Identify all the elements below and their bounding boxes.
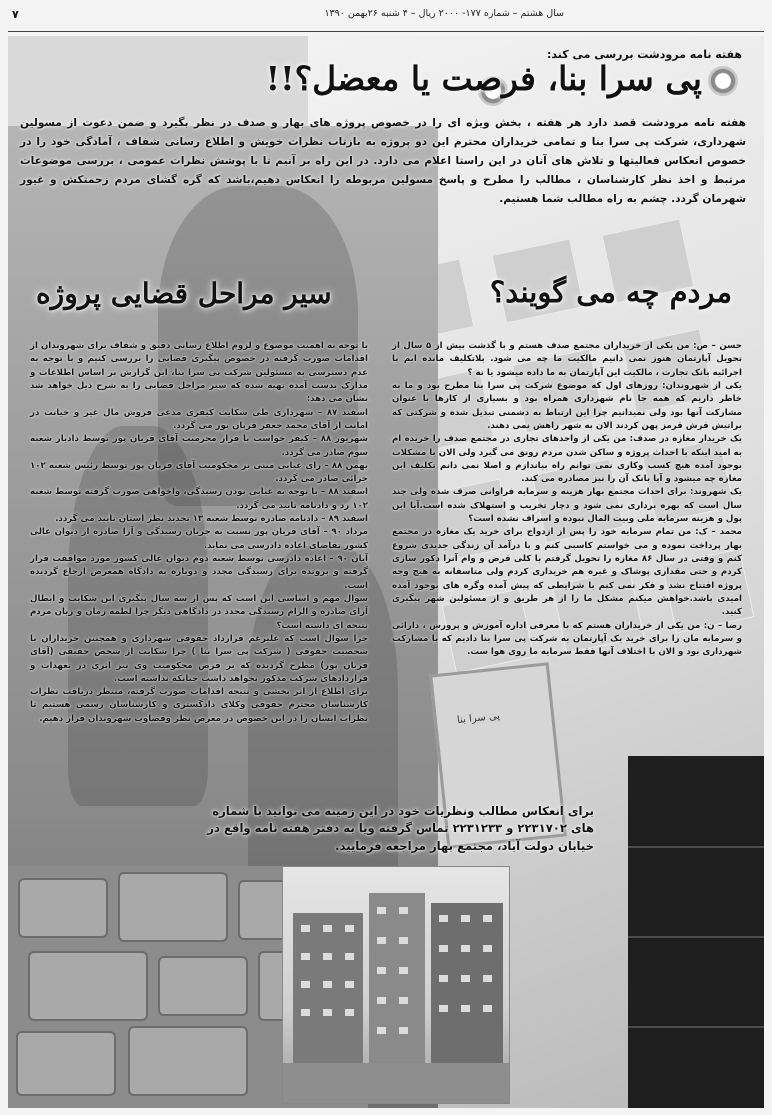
building-tower: [369, 893, 425, 1063]
ceiling-light: [708, 66, 738, 96]
people-say-paragraph: رضا – ن: من یکی از خریداران هستم که با معرفی اداره آموزش و پرورش ، دارائی و سرمایه مان را برای خرید یک آپارتمان به شرکت پی سرا بنا دادیم که با مشارکت شهرداری بود و الان با اختلاف آنها فقط سرمایه ما روی هوا ست.: [392, 620, 742, 658]
building-tower: [293, 913, 363, 1063]
page-header: [8, 8, 764, 32]
judicial-paragraph: سوال مهم و اساسی این است که پس از سه سال پیگیری این شکایت و ابطال آرای صادره و الزام رسیدگی مجدد در دادگاهی دیگر چرا لطمه زمان و زیان مردم نتیجه ای داشته است؟: [30, 593, 368, 631]
article-kicker: هفته نامه مرودشت بررسی می کند:: [546, 48, 742, 61]
judicial-paragraph: اسفند ۸۷ – شهرداری طی شکایت کیفری مدعی فروش مال غیر و خیانت در امانت از آقای محمد جعفر قربان پور می گردد.: [30, 407, 368, 431]
judicial-paragraph: اسفند ۸۹ – دادنامه صادره توسط شعبه ۱۳ تجدید نظر استان تایید می گردد.: [55, 514, 368, 525]
page-number: ۷: [12, 8, 19, 21]
judicial-paragraph: با توجه به اهمیت موضوع و لزوم اطلاع رسانی دقیق و شفاف برای شهروندان از اقدامات صورت گرفته در خصوص پیگیری قضایی را بررسی کنیم و با توجه به عدم دسترسی به مسئولین شرکت پی سرا بنا، این گزارش بر اساس اطلاعات و مدارک بدست آمده تهیه شده که سیر مراحل قضایی را به شرح ذیل خواهد شد نشان می دهد:: [30, 341, 368, 405]
people-say-paragraph: حسن – ص: من یکی از خریداران مجتمع صدف هستم و با گذشت بیش از ۵ سال از تحویل آپارتمان هنوز نمی دانیم مالکیت ما چه می شود. بلاتکلیف مانده ایم با اجرائیه بانک تجارت ، مالکیت این آپارتمان به ما داده میشود یا نه ؟: [392, 341, 742, 378]
article-intro: هفته نامه مرودشت قصد دارد هر هفته ، بخش ویژه ای را در خصوص پروژه های بهار و صدف در نظر بگیرد و ضمن دعوت از مسولین شهرداری، شرکت پی سرا بنا و تمامی خریداران محترم این دو پروژه به بازتاب نظرات خویش و اطلاع رسانی شفاف ، آمادگی خود را در خصوص انعکاس فعالیتها و تلاش های آنان در این راستا اعلام می دارد. در این راه بر آنیم تا با پوشش نظرات عمومی ، بررسی موضوعات مرتبط و اخذ نظر کارشناسان ، مطالب را مطرح و پاسخ مسولین مربوطه را انعکاس دهیم،باشد که گره گشای مردم زحمتکش و غیور شهرمان گردد. چشم به راه مطالب شما هستیم.: [20, 117, 746, 206]
plaque-text: پی سرا بنا: [456, 710, 501, 727]
street-ground: [283, 1063, 509, 1103]
issue-line: سال هشتم – شماره ۱۷۷- ۲۰۰۰ ریال – ۴ شنبه ۲۶بهمن ۱۳۹۰: [324, 8, 564, 19]
people-say-column: [392, 340, 742, 660]
judicial-paragraph: بهمن ۸۸ – رای غیابی مبنی بر محکومیت آقای قربان پور توسط رئیس شعبه ۱۰۲ جزائی صادر می گردد.: [30, 460, 368, 485]
judicial-stages-column: [30, 340, 368, 726]
people-say-paragraph: یک خریدار مغازه در صدف: من یکی از واحدهای تجاری در مجتمع صدف را خریده ام به امید اینکه با احداث پروژه و ساکن شدن مردم رونق می گیرد ولی الان با مشکلات بوجود آمده هیچ کسب وکاری نمی توانم راه بیاندازم و اصلا نمی دانم تکلیف این مغازه چه میشود و آیا بانک آن را نیز مصادره می کند.: [392, 434, 742, 485]
judicial-paragraph: چرا سوال است که علیرغم قرارداد حقوقی شهرداری و همچنین خریداران با شخصیت حقوقی ( شرکت پی سرا بنا ) چرا شکایت از شخص حقیقی (آقای قربان پور) مطرح گردیده که بر فرض محکومیت وی نیز اثری در تعهدات و قراردادهای شرکت مذکور نخواهد داشت چنانکه نداشته است.: [30, 633, 368, 684]
people-say-heading: مردم چه می گویند؟: [489, 275, 732, 309]
article-title: پی سرا بنا، فرصت یا معضل؟!!: [265, 59, 702, 98]
people-say-paragraph: محمد – ک: من تمام سرمایه خود را پس از ازدواج برای خرید یک مغازه در مجتمع بهار پرداخت نموده و می خواستم کاسبی کنم و با درآمد آن زندگی جدیدی شروع کنم و وقتی در سال ۸۶ مغازه را تحویل گرفتم با کلی قرض و وام آنرا دکور سازی کردم و حتی مقداری پوشاک و غیره هم خریداری کردم ولی متاسفانه به هیچ وجه پروژه افتتاح نشد و فکر نمی کنم با شرایطی که پیش آمده وگره های بوجود آمده امیدی باشد.خواهش میکنم مشکل ما را از هر طریق و از مسئولین شهر پیگیری کنید.: [392, 527, 742, 618]
judicial-paragraph: اسفند ۸۸ – با توجه به غیابی بودن رسیدگی، واخواهی صورت گرفته توسط شعبه ۱۰۲ رد و دادنامه تایید می گردد.: [30, 487, 368, 511]
apartment-buildings-photo: [282, 866, 510, 1104]
building-tower: [431, 903, 503, 1063]
contact-notice: برای انعکاس مطالب ونظریات خود در این زمینه می توانید با شماره های ۲۲۳۱۷۰۲ و ۲۲۳۱۲۳۳ تماس گرفته ویا به دفتر هفته نامه واقع در خیابان دولت آباد، مجتمع بهار مراجعه فرمایید.: [207, 804, 594, 853]
judicial-paragraph: مرداد ۹۰ – آقای قربان پور نسبت به جریان رسیدگی و آرا صادره از دیوان عالی کشور تقاضای اعاده دادرسی می نماید.: [30, 527, 368, 551]
people-say-paragraph: یکی از شهروندان: روزهای اول که موضوع شرکت پی سرا بنا مطرح بود و ما به خاطر داریم که همه جا نام شهرداری همراه بود و بسیاری از کارها با عنوان مشارکت آنها بود ولی نمیدانیم چرا این ارتباط به دشمنی تبدیل شده و شرکتی که براتیش فرش قرمز پهن کردند الان به شهر راهش نمی دهند.: [392, 380, 742, 431]
dark-marble-panel: [628, 756, 764, 1108]
judicial-paragraph: برای اطلاع از اثر بخشی و نتیجه اقدامات صورت گرفته، منتظر دریافت نظرات کارشناسان محترم حقوقی وکلای دادگستری و کارشناسان رسمی هستیم تا نظرات ایشان را در این خصوص در معرض نظر وقضاوت شهروندان قرار دهیم.: [30, 687, 368, 724]
people-say-paragraph: یک شهروند: برای احداث مجتمع بهار هزینه و سرمایه فراوانی صرف شده ولی چند سال است که بهره برداری نمی شود و دچار تخریب و استهلاک شده است.آیا این پول و هزینه سرمایه ملی وبیت المال نبوده و اسراف نشده است؟: [392, 487, 742, 525]
judicial-paragraph: شهریور ۸۸ – کیفر خواست با قرار مجرمیت آقای قربان پور توسط دادیار شعبه سوم صادر می گردد.: [30, 434, 368, 458]
judicial-stages-heading: سیر مراحل قضایی پروژه: [36, 277, 332, 310]
judicial-paragraph: آبان ۹۰ – اعاده دادرسی توسط شعبه دوم دیوان عالی کشور مورد موافقت قرار گرفته و پرونده برای رسیدگی مجدد و دوباره به دادگاه همعرض ارجاع گردیده است.: [30, 554, 368, 591]
